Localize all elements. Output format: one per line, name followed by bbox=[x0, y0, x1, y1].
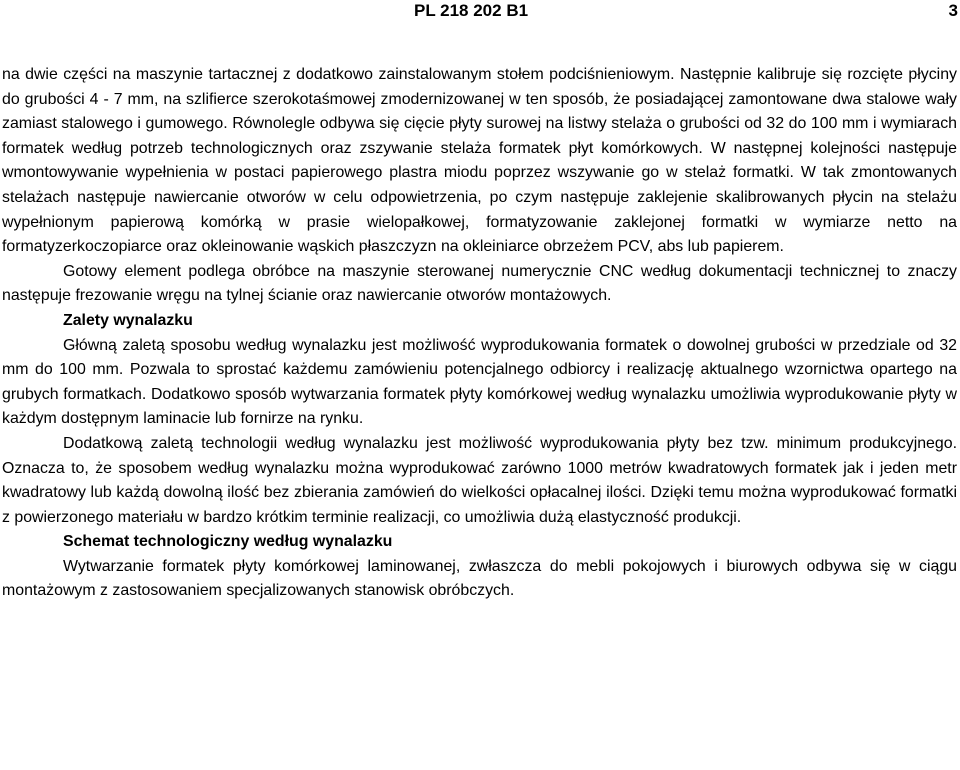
document-body bbox=[2, 63, 957, 604]
paragraph-production-line: Wytwarzanie formatek płyty komórkowej laminowanej, zwłaszcza do mebli pokojowych i biurowych odbywa się w ciągu montażowym z zastosowaniem specjalizowanych stanowisk obróbczych. bbox=[2, 557, 957, 600]
paragraph-main-advantage: Główną zaletą sposobu według wynalazku jest możliwość wyprodukowania formatek o dowolnej grubości w przedziale od 32 mm do 100 mm. Pozwala to sprostać każdemu zamówieniu potencjalnego odbiorcy i realizację aktualnego wzornictwa opartego na grubych formatkach. Dodatkowo sposób wytwarzania formatek płyty komórkowej według wynalazku umożliwia wyprodukowanie płyty w każdym dostępnym laminacie lub fornirze na rynku. bbox=[2, 336, 957, 428]
paragraph-additional-advantage: Dodatkową zaletą technologii według wynalazku jest możliwość wyprodukowania płyty bez tzw. minimum produkcyjnego. Oznacza to, że sposobem według wynalazku można wyprodukować zarówno 1000 metrów kwadratowych formatek jak i jeden metr kwadratowy lub każdą dowolną ilość bez zbierania zamówień do wielkości opłacalnej ilości. Dzięki temu można wyprodukować formatki z powierzonego materiału w bardzo krótkim terminie realizacji, co umożliwia dużą elastyczność produkcji. bbox=[2, 434, 957, 526]
section-heading-technology-scheme: Schemat technologiczny według wynalazku bbox=[63, 533, 393, 551]
page-header bbox=[0, 0, 960, 22]
page-number: 3 bbox=[948, 1, 958, 20]
paragraph-process-description: na dwie części na maszynie tartacznej z dodatkowo zainstalowanym stołem podciśnieniowym. Następnie kalibruje się rozcięte płyciny do grubości 4 - 7 mm, na szlifierce szerokotaśmowej zmodernizowanej w ten sposób, że posiadającej zamontowane dwa stalowe wały zamiast stalowego i gumowego. Równolegle odbywa się cięcie płyty surowej na listwy stelaża o grubości od 32 do 100 mm i wymiarach formatek według potrzeb technologicznych oraz zszywanie stelaża formatek płyt komórkowych. W następnej kolejności następuje wmontowywanie wypełnienia w postaci papierowego plastra miodu poprzez wszywanie go w stelaż formatki. W tak zmontowanych stelażach następuje nawiercanie otworów w celu odpowietrzenia, po czym następuje zaklejenie skalibrowanych płycin na stelażu wypełnionym papierową komórką w prasie wielopałkowej, formatyzowanie zaklejonej formatki w wymiarze netto na formatyzerkoczopiarce oraz okleinowanie wąskich płaszczyzn na okleiniarce obrzeżem PCV, abs lub papierem. bbox=[2, 66, 957, 256]
section-heading-advantages: Zalety wynalazku bbox=[63, 311, 193, 329]
patent-number: PL 218 202 B1 bbox=[414, 1, 529, 20]
paragraph-cnc-processing: Gotowy element podlega obróbce na maszynie sterowanej numerycznie CNC według dokumentacji technicznej to znaczy następuje frezowanie wręgu na tylnej ścianie oraz nawiercanie otworów montażowych. bbox=[2, 262, 957, 305]
